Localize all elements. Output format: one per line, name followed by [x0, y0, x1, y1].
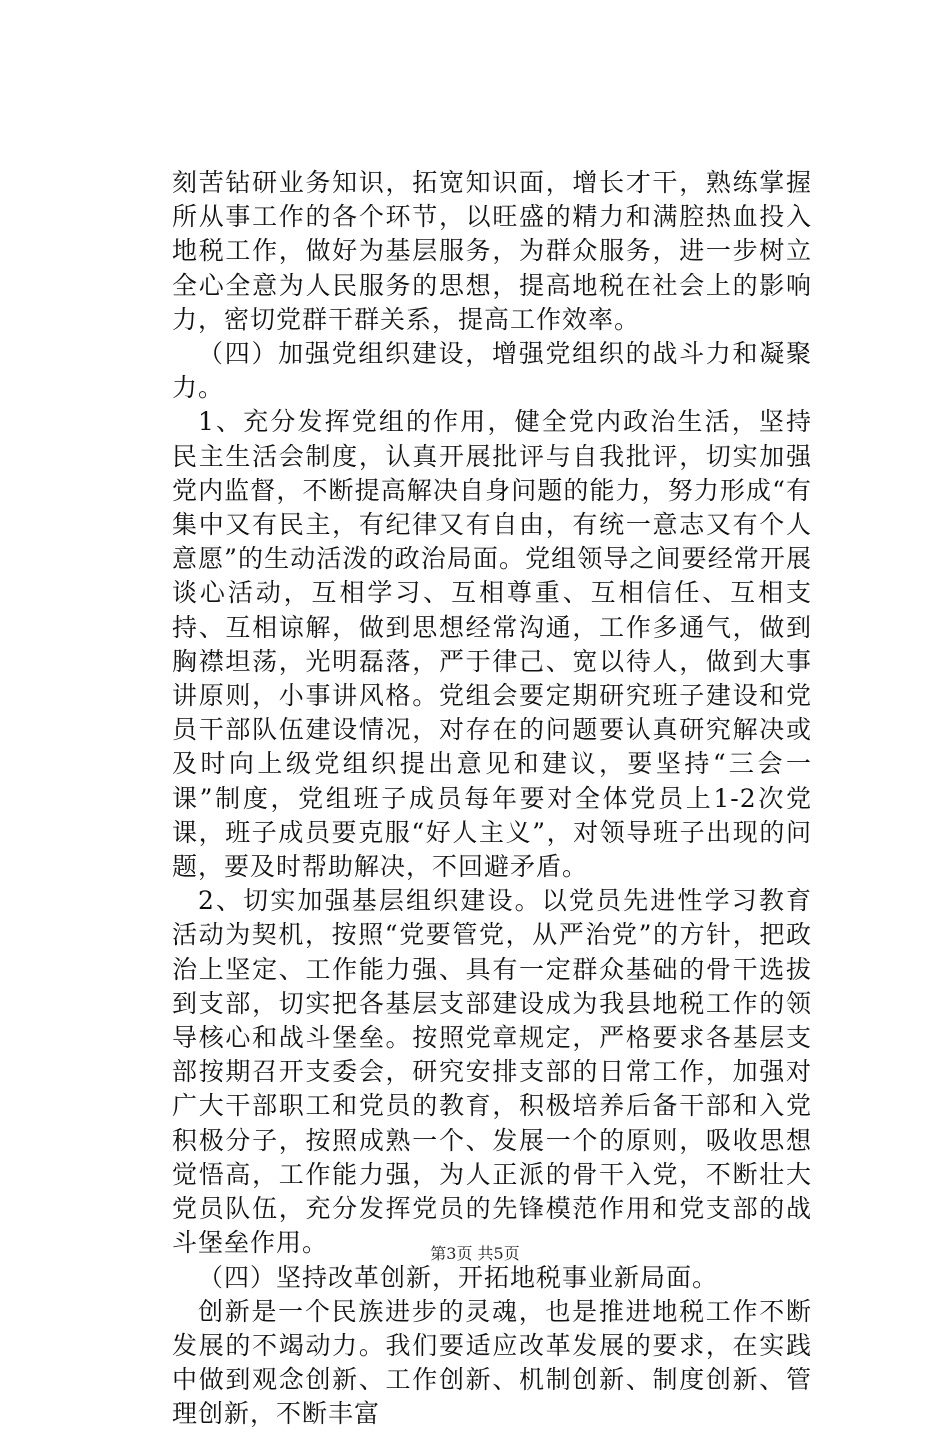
paragraph-innovation: 创新是一个民族进步的灵魂，也是推进地税工作不断发展的不竭动力。我们要适应改革发展的要求，在实践中做到观念创新、工作创新、机制创新、制度创新、管理创新，不断丰富	[172, 1296, 812, 1429]
paragraph-continuation: 刻苦钻研业务知识，拓宽知识面，增长才干，熟练掌握所从事工作的各个环节，以旺盛的精力和满腔热血投入地税工作，做好为基层服务，为群众服务，进一步树立全心全意为人民服务的思想，提高地税在社会上的影响力，密切党群干群关系，提高工作效率。	[172, 168, 812, 334]
section-heading-party-organization: （四）加强党组织建设，增强党组织的战斗力和凝聚力。	[172, 339, 812, 403]
paragraph-grassroots-organization: 2、切实加强基层组织建设。以党员先进性学习教育活动为契机，按照“党要管党，从严治党”的方针，把政治上坚定、工作能力强、具有一定群众基础的骨干选拔到支部，切实把各基层支部建设成为我县地税工作的领导核心和战斗堡垒。按照党章规定，严格要求各基层支部按期召开支委会，研究安排支部的日常工作，加强对广大干部职工和党员的教育，积极培养后备干部和入党积极分子，按照成熟一个、发展一个的原则，吸收思想觉悟高，工作能力强，为人正派的骨干入党，不断壮大党员队伍，充分发挥党员的先锋模范作用和党支部的战斗堡垒作用。	[172, 886, 812, 1258]
document-body	[172, 166, 812, 1432]
section-heading-reform-innovation: （四）坚持改革创新，开拓地税事业新局面。	[198, 1262, 719, 1292]
page-footer: 第3页 共5页	[430, 1244, 520, 1263]
paragraph-party-group-role: 1、充分发挥党组的作用，健全党内政治生活，坚持民主生活会制度，认真开展批评与自我批评，切实加强党内监督，不断提高解决自身问题的能力，努力形成“有集中又有民主，有纪律又有自由，有统一意志又有个人意愿”的生动活泼的政治局面。党组领导之间要经常开展谈心活动，互相学习、互相尊重、互相信任、互相支持、互相谅解，做到思想经常沟通，工作多通气，做到胸襟坦荡，光明磊落，严于律己、宽以待人，做到大事讲原则，小事讲风格。党组会要定期研究班子建设和党员干部队伍建设情况，对存在的问题要认真研究解决或及时向上级党组织提出意见和建议，要坚持“三会一课”制度，党组班子成员每年要对全体党员上1-2次党课，班子成员要克服“好人主义”，对领导班子出现的问题，要及时帮助解决，不回避矛盾。	[172, 407, 812, 882]
